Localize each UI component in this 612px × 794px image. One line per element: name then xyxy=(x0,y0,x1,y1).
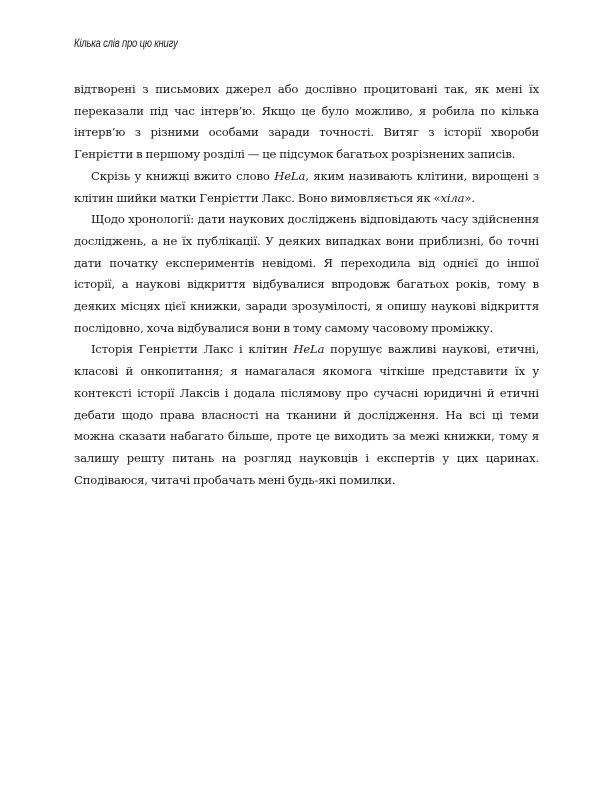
text-run: , яким називають клітини, вирощені з клітин шийки матки Генрієтти Лакс. Воно вимовляється як « xyxy=(74,168,540,205)
text-run: ». xyxy=(464,190,475,205)
text-run: Щодо хронології: дати наукових досліджень відповідають часу здійснення досліджень, а не їх публікації. У деяких випадках вони приблизні, бо точні дати початку експериментів невідомі. Я переходила від однієї до іншої історії, а наукові відкриття відбувалися впродовж багатьох років, тому в деяких місцях цієї книжки, заради зрозумілості, я опишу наукові відкриття послідовно, хоча відбувалися вони в тому самому часовому проміжку. xyxy=(74,212,539,335)
text-run: відтворені з письмових джерел або дослівно процитовані так, як мені їх переказали під час інтерв’ю. Якщо це було можливо, я робила по кілька інтерв’ю з різними особами заради точності. Витяг з історії хвороби Генрієтти в першому розділі — це підсумок багатьох розрізнених записів. xyxy=(74,82,539,162)
running-header: Кілька слів про цю книгу xyxy=(74,38,178,50)
paragraph-2 xyxy=(74,166,539,209)
paragraph-4 xyxy=(74,339,539,491)
term-hela: HeLa xyxy=(293,342,325,357)
paragraph-3 xyxy=(74,209,539,339)
text-run: Історія Генрієтти Лакс і клітин xyxy=(91,342,294,357)
paragraph-1 xyxy=(74,79,539,166)
text-run: Скрізь у книжці вжито слово xyxy=(91,168,275,183)
term-pronunciation: хіла xyxy=(440,190,465,205)
text-run: порушує важливі наукові, етичні, класові й онкопитання; я намагалася якомога чіткіше представити їх у контексті історії Лаксів і додала післямову про сучасні юридичні й етичні дебати щодо права власності на тканини й дослідження. На всі ці теми можна сказати набагато більше, проте це виходить за межі книжки, тому я залишу решту питань на розгляд науковців і експертів у цих царинах. Сподіваюся, читачі пробачать мені будь-які помилки. xyxy=(74,342,539,487)
term-hela: HeLa xyxy=(274,168,306,183)
body-text xyxy=(74,79,539,491)
